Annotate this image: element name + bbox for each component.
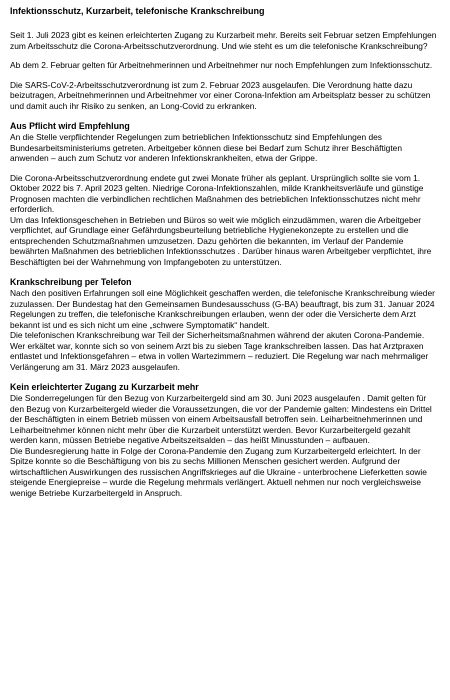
document-title: Infektionsschutz, Kurzarbeit, telefonische Krankschreibung	[10, 6, 265, 16]
section-heading-empfehlung: Aus Pflicht wird Empfehlung	[10, 121, 130, 131]
section3-paragraph-1: Die Sonderregelungen für den Bezug von Kurzarbeitergeld sind am 30. Juni 2023 ausgelaufen . Damit gelten für den Bezug von Kurzarbeitergeld wieder die Voraussetzungen, die vor der Pandemie galten: Mindestens ein Drittel der Beschäftigten in einem Betrieb müssen von einem Arbeitsausfall betroffen sein. Leiharbeitnehmerinnen und Leiharbeitnehmer können nicht mehr über die Kurzarbeit unterstützt werden. Bevor Kurzarbeitergeld gezahlt werden kann, müssen Betriebe negative Arbeitszeitsalden – das heißt Minusstunden – aufbauen.	[10, 393, 432, 445]
section1-paragraph-2: Die Corona-Arbeitsschutzverordnung endete gut zwei Monate früher als geplant. Ursprünglich sollte sie vom 1. Oktober 2022 bis 7. April 2023 gelten. Niedrige Corona-Infektionszahlen, milde Krankheitsverläufe und günstige Prognosen machten die verbindlichen rechtlichen Maßnahmen des betrieblichen Infektionsschutzes nicht mehr erforderlich.	[10, 172, 424, 214]
section-heading-kurzarbeit: Kein erleichterter Zugang zu Kurzarbeit mehr	[10, 382, 199, 392]
section2-paragraph-1: Nach den positiven Erfahrungen soll eine Möglichkeit geschaffen werden, die telefonische Krankschreibung wieder zuzulassen. Der Bundestag hat den Gemeinsamen Bundesausschuss (G-BA) beauftragt, bis zum 31. Januar 2024 Regelungen zu treffen, die telefonische Krankschreibungen erlauben, wenn der oder die Versicherte dem Arzt bekannt ist und es sich nicht um eine „schwere Symptomatik“ handelt.	[10, 288, 435, 330]
intro-paragraph-2: Ab dem 2. Februar gelten für Arbeitnehmerinnen und Arbeitnehmer nur noch Empfehlungen zum Infektionsschutz.	[10, 60, 433, 70]
section2-paragraph-2: Die telefonischen Krankschreibung war Teil der Sicherheitsmaßnahmen während der akuten Corona-Pandemie. Wer erkältet war, konnte sich so von seinem Arzt bis zu sieben Tage krankschreiben lassen. Das hat Arztpraxen entlastet und Infektionsgefahren – etwa in vollen Wartezimmern – reduziert. Die Regelung war nach mehrmaliger Verlängerung am 31. März 2023 ausgelaufen.	[10, 330, 429, 372]
section3-paragraph-2: Die Bundesregierung hatte in Folge der Corona-Pandemie den Zugang zum Kurzarbeitergeld erleichtert. In der Spitze konnte so die Beschäftigung von bis zu sechs Millionen Menschen gesichert werden. Aufgrund der wirtschaftlichen Auswirkungen des russischen Angriffskrieges auf die Ukraine - unterbrochene Lieferketten sowie steigende Energiepreise – wurde die Regelung mehrmals verlängert. Aktuell nehmen nur noch vergleichsweise wenige Betriebe Kurzarbeitergeld in Anspruch.	[10, 445, 427, 498]
section1-paragraph-1: An die Stelle verpflichtender Regelungen zum betrieblichen Infektionsschutz sind Empfehlungen des Bundesarbeitsministeriums getreten. Arbeitgeber können diese bei Bedarf zum Schutz ihrer Beschäftigten anwenden – auch zum Schutz vor anderen Infektionskrankheiten, etwa der Grippe.	[10, 132, 402, 163]
section1-paragraph-3: Um das Infektionsgeschehen in Betrieben und Büros so weit wie möglich einzudämmen, waren die Arbeitgeber verpflichtet, auf Grundlage einer Gefährdungsbeurteilung betriebliche Hygienekonzepte zu erstellen und die entsprechenden Schutzmaßnahmen umzusetzen. Dazu gehörten die bekannten, im Verlauf der Pandemie bewährten Maßnahmen des betrieblichen Infektionsschutzes . Darüber hinaus waren Arbeitgeber verpflichtet, ihre Beschäftigten bei der Wahrnehmung von Impfangeboten zu unterstützen.	[10, 214, 432, 267]
intro-paragraph-3: Die SARS-CoV-2-Arbeitsschutzverordnung ist zum 2. Februar 2023 ausgelaufen. Die Verordnung hatte dazu beizutragen, Arbeitnehmerinnen und Arbeitnehmer vor einer Corona-Infektion am Arbeitsplatz besser zu schützen und damit auch ihr Risiko zu senken, an Long-Covid zu erkranken.	[10, 79, 431, 111]
section-heading-krankschreibung: Krankschreibung per Telefon	[10, 277, 132, 287]
intro-paragraph-1: Seit 1. Juli 2023 gibt es keinen erleichterten Zugang zu Kurzarbeit mehr. Bereits seit Februar setzen Empfehlungen zum Arbeitsschutz die Corona-Arbeitsschutzverordnung. Und wie steht es um die telefonische Krankschreibung?	[10, 30, 437, 51]
